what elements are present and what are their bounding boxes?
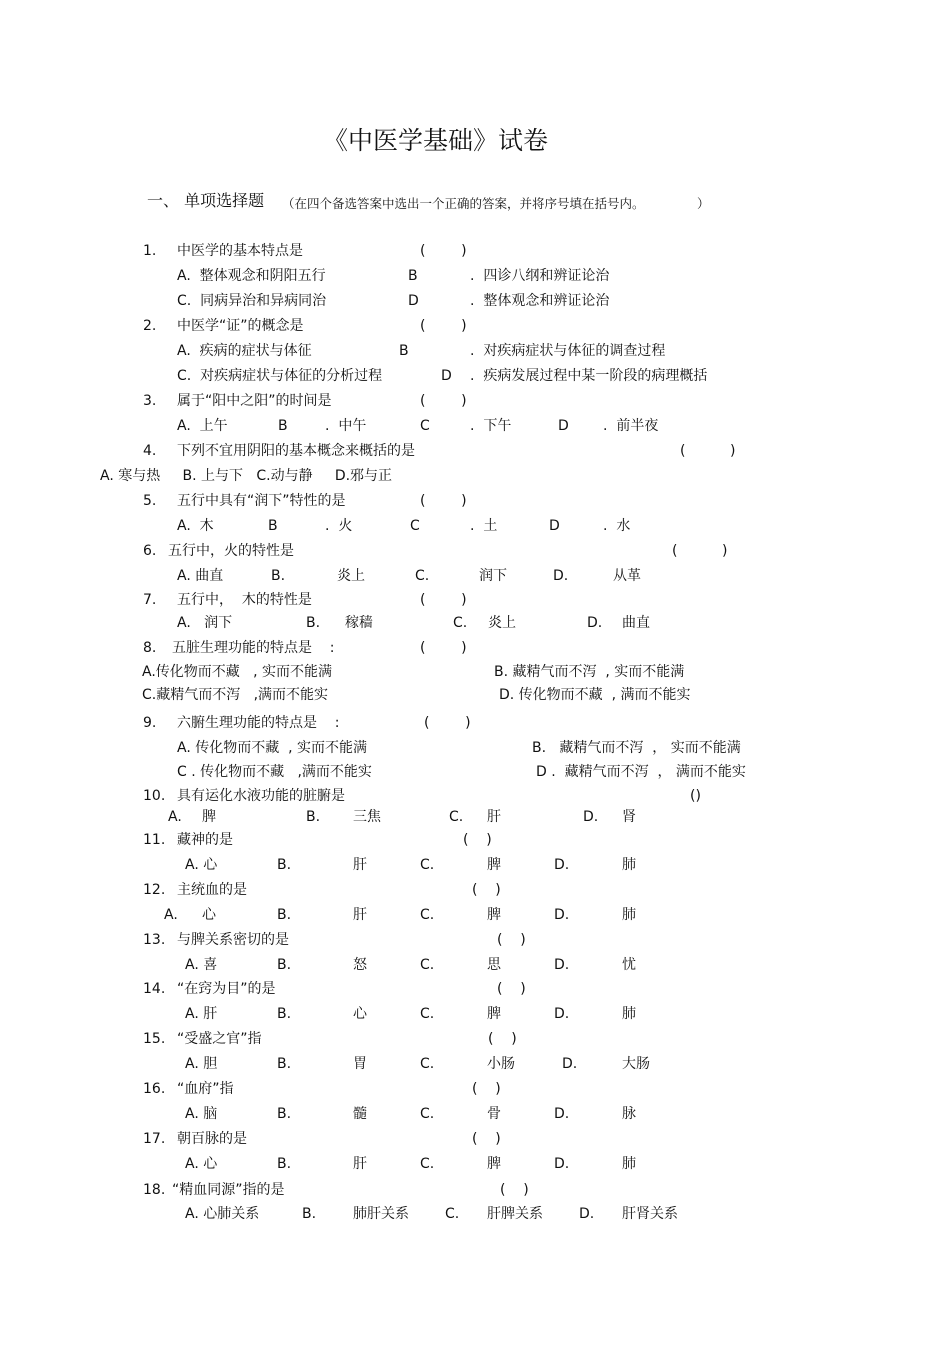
- option-d: . 疾病发展过程中某一阶段的病理概括: [470, 368, 708, 384]
- question-number: 17.: [143, 1131, 166, 1147]
- option-a: A. 整体观念和阴阳五行: [177, 268, 326, 284]
- section-heading: 一、 单项选择题: [147, 191, 265, 210]
- option-d-letter: D.: [583, 809, 599, 825]
- option-d-letter: D.: [554, 857, 570, 873]
- question-number: 15.: [143, 1031, 166, 1047]
- option-d: 肺: [622, 1006, 636, 1022]
- option-b: 肝: [353, 907, 367, 923]
- option-d-letter: D.: [553, 568, 569, 584]
- option-a: A. 曲直: [177, 568, 224, 584]
- option-c-letter: C.: [420, 857, 435, 873]
- option-b: 三焦: [353, 809, 381, 825]
- question-stem: 五行中具有“润下”特性的是: [177, 493, 346, 509]
- option-d-letter: D: [408, 293, 419, 309]
- option-c: . 下午: [470, 418, 512, 434]
- question-number: 14.: [143, 981, 166, 997]
- question-number: 13.: [143, 932, 166, 948]
- question-stem: 主统血的是: [177, 882, 247, 898]
- option-c: 润下: [479, 568, 507, 584]
- option-c: C. 对疾病症状与体征的分析过程: [177, 368, 383, 384]
- question-number: 3.: [143, 393, 157, 409]
- question-number: 4.: [143, 443, 157, 459]
- answer-paren[interactable]: ( ): [680, 443, 736, 459]
- question-number: 5.: [143, 493, 157, 509]
- option-b-letter: B: [268, 518, 278, 534]
- option-d-letter: D.: [554, 1006, 570, 1022]
- answer-paren[interactable]: ( ): [472, 882, 501, 898]
- question-stem: “在窍为目”的是: [177, 981, 276, 997]
- page-title: 《中医学基础》试卷: [323, 126, 549, 155]
- option-b-letter: B.: [277, 857, 292, 873]
- answer-paren[interactable]: ( ): [420, 393, 467, 409]
- option-c: 肝脾关系: [487, 1206, 543, 1222]
- question-number: 7.: [143, 592, 157, 608]
- question-stem: “精血同源”指的是: [172, 1182, 285, 1198]
- answer-paren[interactable]: ( ): [672, 543, 728, 559]
- option-d-letter: D.: [587, 615, 603, 631]
- option-a: 心: [202, 907, 216, 923]
- option-b-letter: B.: [306, 809, 321, 825]
- option-b-letter: B.: [277, 1106, 292, 1122]
- option-b: 炎上: [337, 568, 365, 584]
- option-c: 炎上: [488, 615, 516, 631]
- option-a: A. 疾病的症状与体征: [177, 343, 312, 359]
- section-instruction-close: ）: [697, 196, 710, 211]
- option-b: . 四诊八纲和辨证论治: [470, 268, 610, 284]
- option-b: B. 藏精气而不泻 ， 实而不能满: [532, 740, 741, 756]
- option-a: A. 喜: [185, 957, 218, 973]
- option-a: A. 脑: [185, 1106, 218, 1122]
- question-number: 18.: [143, 1182, 166, 1198]
- question-stem: 五行中， 木的特性是: [177, 592, 312, 608]
- question-stem: 五行中，火的特性是: [168, 543, 294, 559]
- option-d: 肾: [622, 809, 636, 825]
- option-d-letter: D.: [554, 907, 570, 923]
- option-d: 肝肾关系: [622, 1206, 678, 1222]
- option-c-letter: C.: [420, 1056, 435, 1072]
- option-c-letter: C.: [449, 809, 464, 825]
- option-c-letter: C: [420, 418, 430, 434]
- option-d: 肺: [622, 907, 636, 923]
- option-d: 肺: [622, 857, 636, 873]
- option-d: 从革: [613, 568, 641, 584]
- option-d-letter: D: [441, 368, 452, 384]
- question-stem: 朝百脉的是: [177, 1131, 247, 1147]
- option-a: A. 润下: [177, 615, 233, 631]
- answer-paren[interactable]: ( ): [420, 493, 467, 509]
- option-d-letter: D.: [554, 957, 570, 973]
- option-c: C.藏精气而不泻 ,满而不能实: [142, 687, 329, 703]
- option-b: . 对疾病症状与体征的调查过程: [470, 343, 666, 359]
- option-a: A. 心肺关系: [185, 1206, 260, 1222]
- option-d: D . 藏精气而不泻 ， 满而不能实: [536, 764, 746, 780]
- option-b: B. 藏精气而不泻 , 实而不能满: [494, 664, 685, 680]
- option-b-letter: B.: [306, 615, 321, 631]
- option-c: 脾: [487, 907, 501, 923]
- option-c-letter: C.: [420, 1156, 435, 1172]
- option-b: 心: [353, 1006, 367, 1022]
- question-number: 10.: [143, 788, 166, 804]
- answer-paren[interactable]: ( ): [420, 318, 467, 334]
- option-a: A. 上午: [177, 418, 228, 434]
- option-a-letter: A.: [164, 907, 178, 923]
- answer-paren[interactable]: ( ): [497, 981, 526, 997]
- question-number: 8.: [143, 640, 157, 656]
- option-c-letter: C: [410, 518, 420, 534]
- section-instruction: （在四个备选答案中选出一个正确的答案，并将序号填在括号内。: [282, 196, 645, 211]
- question-number: 2.: [143, 318, 157, 334]
- option-b: 怒: [353, 957, 367, 973]
- question-stem: 具有运化水液功能的脏腑是: [177, 788, 345, 804]
- option-c: C . 传化物而不藏 ,满而不能实: [177, 764, 372, 780]
- question-stem: 中医学“证”的概念是: [177, 318, 304, 334]
- question-stem: “血府”指: [177, 1081, 234, 1097]
- option-a: A. 胆: [185, 1056, 218, 1072]
- option-c: C. 同病异治和异病同治: [177, 293, 327, 309]
- option-a: 脾: [202, 809, 216, 825]
- option-d-letter: D.: [579, 1206, 595, 1222]
- option-d: 忧: [622, 957, 636, 973]
- question-stem: 下列不宜用阴阳的基本概念来概括的是: [177, 443, 415, 459]
- option-a: A. 心: [185, 1156, 218, 1172]
- question-stem: “受盛之官”指: [177, 1031, 262, 1047]
- question-number: 6.: [143, 543, 157, 559]
- answer-paren[interactable]: (): [690, 788, 701, 804]
- option-d: 脉: [622, 1106, 636, 1122]
- option-c: 脾: [487, 857, 501, 873]
- option-b: 肺肝关系: [353, 1206, 409, 1222]
- option-d-letter: D.: [554, 1156, 570, 1172]
- question-number: 9.: [143, 715, 157, 731]
- option-b: 肝: [353, 1156, 367, 1172]
- option-d: . 整体观念和辨证论治: [470, 293, 610, 309]
- option-a: A. 传化物而不藏 , 实而不能满: [177, 740, 368, 756]
- option-c-letter: C.: [420, 957, 435, 973]
- answer-paren[interactable]: ( ): [420, 243, 467, 259]
- option-b-letter: B.: [277, 907, 292, 923]
- option-a: A.传化物而不藏 , 实而不能满: [142, 664, 333, 680]
- question-stem: 中医学的基本特点是: [177, 243, 303, 259]
- option-b-letter: B.: [271, 568, 286, 584]
- question-stem: 藏神的是: [177, 832, 233, 848]
- question-number: 12.: [143, 882, 166, 898]
- option-b: 稼穑: [345, 615, 373, 631]
- option-a: A. 心: [185, 857, 218, 873]
- option-b-letter: B.: [277, 957, 292, 973]
- option-c-letter: C.: [445, 1206, 460, 1222]
- option-c-letter: C.: [453, 615, 468, 631]
- option-c: 脾: [487, 1156, 501, 1172]
- option-d: 肺: [622, 1156, 636, 1172]
- question-stem: 六腑生理功能的特点是 :: [177, 715, 340, 731]
- option-c-letter: C.: [420, 907, 435, 923]
- option-c: 小肠: [487, 1056, 515, 1072]
- option-a-letter: A.: [168, 809, 182, 825]
- option-c-letter: C.: [420, 1006, 435, 1022]
- option-b-letter: B.: [277, 1056, 292, 1072]
- option-d-letter: D: [549, 518, 560, 534]
- option-b: 髓: [353, 1106, 367, 1122]
- question-stem: 五脏生理功能的特点是 :: [172, 640, 335, 656]
- option-c: 骨: [487, 1106, 501, 1122]
- option-b: . 火: [325, 518, 353, 534]
- option-d: . 前半夜: [603, 418, 659, 434]
- option-b-letter: B: [399, 343, 409, 359]
- option-b: 肝: [353, 857, 367, 873]
- option-c: . 土: [470, 518, 498, 534]
- option-c: 思: [487, 957, 501, 973]
- option-b: 胃: [353, 1056, 367, 1072]
- option-d: . 水: [603, 518, 631, 534]
- answer-paren[interactable]: ( ): [424, 715, 471, 731]
- option-c-letter: C.: [420, 1106, 435, 1122]
- option-b: . 中午: [325, 418, 367, 434]
- option-d-letter: D.: [554, 1106, 570, 1122]
- option-d-letter: D.: [562, 1056, 578, 1072]
- option-d: 曲直: [622, 615, 650, 631]
- question-number: 11.: [143, 832, 166, 848]
- answer-paren[interactable]: ( ): [472, 1131, 501, 1147]
- option-d: D. 传化物而不藏 , 满而不能实: [499, 687, 691, 703]
- option-b-letter: B.: [277, 1156, 292, 1172]
- answer-paren[interactable]: ( ): [463, 832, 492, 848]
- answer-paren[interactable]: ( ): [488, 1031, 517, 1047]
- question-number: 1.: [143, 243, 157, 259]
- question-number: 16.: [143, 1081, 166, 1097]
- option-a: A. 肝: [185, 1006, 218, 1022]
- options-line: A. 寒与热 B. 上与下 C.动与静 D.邪与正: [100, 468, 393, 484]
- option-a: A. 木: [177, 518, 214, 534]
- question-stem: 与脾关系密切的是: [177, 932, 289, 948]
- option-b-letter: B: [278, 418, 288, 434]
- question-stem: 属于“阳中之阳”的时间是: [177, 393, 332, 409]
- answer-paren[interactable]: ( ): [472, 1081, 501, 1097]
- option-b-letter: B: [408, 268, 418, 284]
- option-c: 肝: [487, 809, 501, 825]
- answer-paren[interactable]: ( ): [420, 592, 467, 608]
- option-c: 脾: [487, 1006, 501, 1022]
- option-b-letter: B.: [302, 1206, 317, 1222]
- option-b-letter: B.: [277, 1006, 292, 1022]
- option-d-letter: D: [558, 418, 569, 434]
- option-d: 大肠: [622, 1056, 650, 1072]
- answer-paren[interactable]: ( ): [420, 640, 467, 656]
- answer-paren[interactable]: ( ): [500, 1182, 529, 1198]
- option-c-letter: C.: [415, 568, 430, 584]
- answer-paren[interactable]: ( ): [497, 932, 526, 948]
